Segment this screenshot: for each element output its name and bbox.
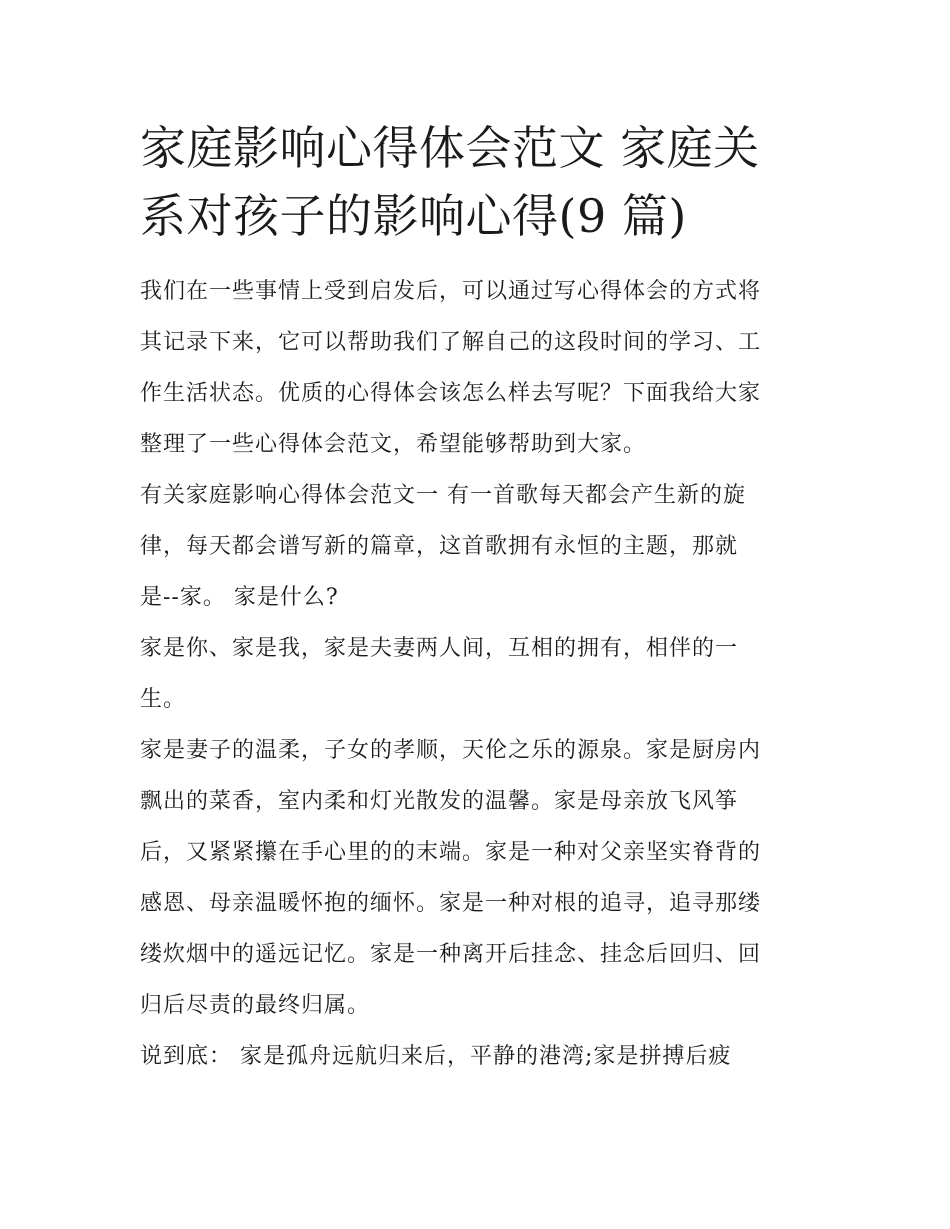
text-line: 有关家庭影响心得体会范文一 有一首歌每天都会产生新的旋 (140, 483, 746, 508)
document-body (140, 266, 815, 1082)
paragraph-essay-one (140, 470, 815, 623)
text-line: 后，又紧紧攥在手心里的的末端。家是一种对父亲坚实脊背的 (140, 840, 762, 865)
paragraph-home-is-you (140, 623, 815, 725)
text-line: 归后尽责的最终归属。 (140, 993, 371, 1018)
text-line: 律，每天都会谱写新的篇章，这首歌拥有永恒的主题，那就 (140, 534, 739, 559)
paragraph-intro (140, 266, 815, 470)
text-line: 缕炊烟中的遥远记忆。家是一种离开后挂念、挂念后回归、回 (140, 942, 762, 967)
text-line: 整理了一些心得体会范文，希望能够帮助到大家。 (140, 432, 647, 457)
title-line: 家庭影响心得体会范文 家庭关 (140, 121, 760, 175)
paragraph-in-the-end (140, 1031, 815, 1082)
text-line: 生。 (140, 687, 187, 712)
text-line: 其记录下来，它可以帮助我们了解自己的这段时间的学习、工 (140, 330, 762, 355)
text-line: 家是你、家是我，家是夫妻两人间，互相的拥有，相伴的一 (140, 636, 739, 661)
paragraph-home-is-wife (140, 725, 815, 1031)
document-page (140, 114, 815, 1082)
text-line: 说到底： 家是孤舟远航归来后，平静的港湾;家是拼搏后疲 (140, 1044, 732, 1069)
text-line: 是--家。 家是什么? (140, 585, 339, 610)
text-line: 家是妻子的温柔，子女的孝顺，天伦之乐的源泉。家是厨房内 (140, 738, 762, 763)
title-line: 系对孩子的影响心得(9 篇) (140, 189, 687, 243)
text-line: 作生活状态。优质的心得体会该怎么样去写呢？下面我给大家 (140, 381, 762, 406)
document-title (140, 114, 815, 250)
text-line: 飘出的菜香，室内柔和灯光散发的温馨。家是母亲放飞风筝 (140, 789, 739, 814)
text-line: 感恩、母亲温暖怀抱的缅怀。家是一种对根的追寻，追寻那缕 (140, 891, 762, 916)
text-line: 我们在一些事情上受到启发后，可以通过写心得体会的方式将 (140, 279, 762, 304)
